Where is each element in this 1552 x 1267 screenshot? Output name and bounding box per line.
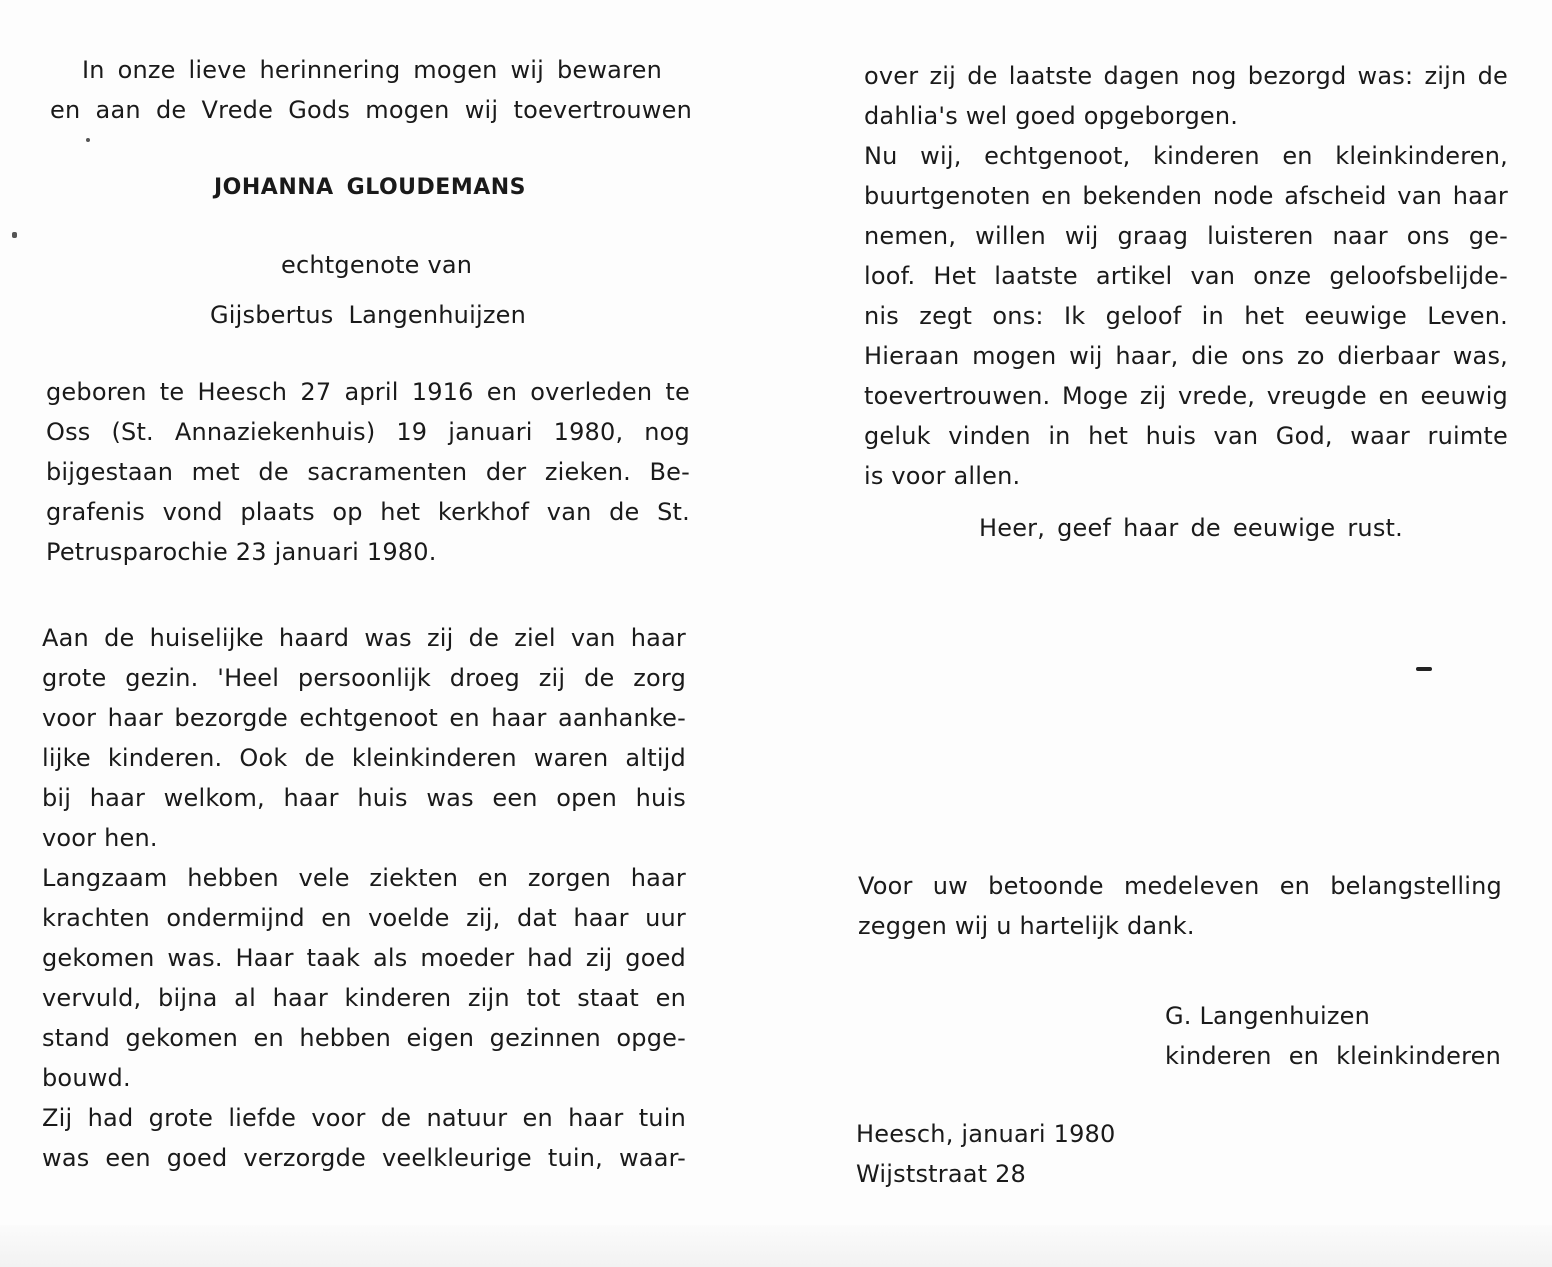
deceased-name: JOHANNA GLOUDEMANS bbox=[214, 175, 526, 200]
tribute-line: bouwd. bbox=[42, 1064, 131, 1092]
continuation-line: nemen, willen wij graag luisteren naar ons ge- bbox=[864, 222, 1508, 250]
tribute-line: krachten ondermijnd en voelde zij, dat haar uur bbox=[42, 904, 686, 932]
continuation-line: nis zegt ons: Ik geloof in het eeuwige Leven. bbox=[864, 302, 1508, 330]
tribute-line: stand gekomen en hebben eigen gezinnen opge- bbox=[42, 1024, 686, 1052]
thanks-line: Voor uw betoonde medeleven en belangstelling bbox=[858, 872, 1502, 900]
intro-line: en aan de Vrede Gods mogen wij toevertrouwen bbox=[50, 96, 692, 124]
spouse-name: Gijsbertus Langenhuijzen bbox=[210, 301, 526, 329]
tribute-line: voor hen. bbox=[42, 824, 158, 852]
tribute-line: Langzaam hebben vele ziekten en zorgen haar bbox=[42, 864, 686, 892]
prayer-line: Heer, geef haar de eeuwige rust. bbox=[979, 514, 1403, 542]
continuation-line: is voor allen. bbox=[864, 462, 1021, 490]
place-date-block bbox=[856, 1114, 1256, 1194]
tribute-line: grote gezin. 'Heel persoonlijk droeg zij de zorg bbox=[42, 664, 686, 692]
tribute-line: Aan de huiselijke haard was zij de ziel van haar bbox=[42, 624, 686, 652]
continuation-line: dahlia's wel goed opgeborgen. bbox=[864, 102, 1239, 130]
scan-edge bbox=[0, 1225, 1552, 1267]
continuation-line: geluk vinden in het huis van God, waar ruimte bbox=[864, 422, 1508, 450]
scan-speck bbox=[86, 138, 90, 142]
tribute-line: vervuld, bijna al haar kinderen zijn tot staat en bbox=[42, 984, 686, 1012]
scan-speck bbox=[12, 232, 17, 238]
signature-line: G. Langenhuizen bbox=[1165, 1002, 1371, 1030]
continuation-line: Nu wij, echtgenoot, kinderen en kleinkinderen, bbox=[864, 142, 1508, 170]
tribute-line: was een goed verzorgde veelkleurige tuin, waar- bbox=[42, 1144, 686, 1172]
address: Wijststraat 28 bbox=[856, 1160, 1027, 1188]
place-date: Heesch, januari 1980 bbox=[856, 1120, 1116, 1148]
continuation-line: loof. Het laatste artikel van onze geloofsbelijde- bbox=[864, 262, 1508, 290]
tribute-line: Zij had grote liefde voor de natuur en haar tuin bbox=[42, 1104, 686, 1132]
details-line: Oss (St. Annaziekenhuis) 19 januari 1980, nog bbox=[46, 418, 690, 446]
continuation-line: toevertrouwen. Moge zij vrede, vreugde en eeuwig bbox=[864, 382, 1508, 410]
continuation-line: over zij de laatste dagen nog bezorgd was: zijn de bbox=[864, 62, 1508, 90]
tribute-paragraph bbox=[42, 618, 686, 1178]
signature-line: kinderen en kleinkinderen bbox=[1165, 1042, 1501, 1070]
continuation-paragraph bbox=[864, 56, 1508, 496]
details-paragraph bbox=[46, 372, 690, 572]
details-line: grafenis vond plaats op het kerkhof van de St. bbox=[46, 498, 690, 526]
signature-block bbox=[1165, 996, 1501, 1076]
tribute-line: lijke kinderen. Ook de kleinkinderen waren altijd bbox=[42, 744, 686, 772]
tribute-line: voor haar bezorgde echtgenoot en haar aanhanke- bbox=[42, 704, 686, 732]
spouse-label: echtgenote van bbox=[281, 251, 473, 279]
tribute-line: gekomen was. Haar taak als moeder had zij goed bbox=[42, 944, 686, 972]
details-line: geboren te Heesch 27 april 1916 en overleden te bbox=[46, 378, 690, 406]
details-line: bijgestaan met de sacramenten der zieken. Be- bbox=[46, 458, 690, 486]
thanks-paragraph bbox=[858, 866, 1502, 946]
continuation-line: buurtgenoten en bekenden node afscheid van haar bbox=[864, 182, 1508, 210]
thanks-line: zeggen wij u hartelijk dank. bbox=[858, 912, 1195, 940]
scan-speck bbox=[1416, 667, 1432, 671]
tribute-line: bij haar welkom, haar huis was een open huis bbox=[42, 784, 686, 812]
continuation-line: Hieraan mogen wij haar, die ons zo dierbaar was, bbox=[864, 342, 1508, 370]
intro-line: In onze lieve herinnering mogen wij bewaren bbox=[82, 56, 662, 84]
details-line: Petrusparochie 23 januari 1980. bbox=[46, 538, 437, 566]
